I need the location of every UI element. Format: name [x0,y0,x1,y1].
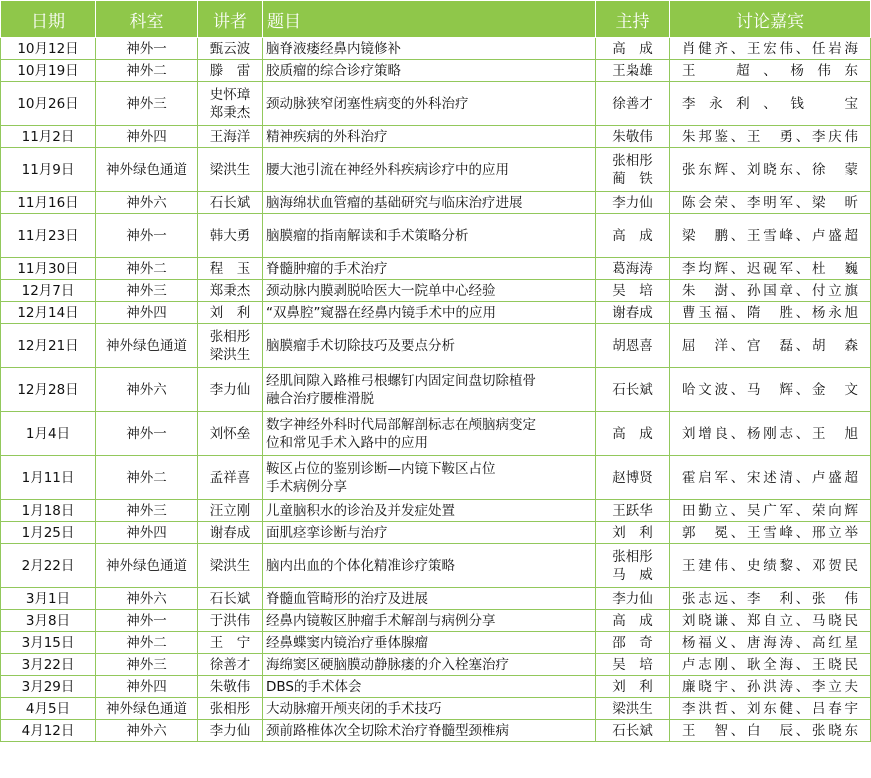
table-row [1,82,871,126]
cell-date: 4月5日 [1,698,96,720]
cell-topic [263,148,596,192]
cell-dept: 神外二 [96,632,198,654]
cell-speaker [198,82,263,126]
table-row [1,126,871,148]
cell-discussants: 梁 鹏、王雪峰、卢盛超 [670,214,871,258]
host-name: 刘 利 [612,678,653,695]
cell-discussants: 郭 冕、王雪峰、邢立举 [670,522,871,544]
speaker-name: 李力仙 [209,381,251,398]
cell-host [596,324,670,368]
cell-date: 12月28日 [1,368,96,412]
cell-discussants: 哈文波、马 辉、金 文 [670,368,871,412]
cell-host [596,610,670,632]
topic-line: 大动脉瘤开颅夹闭的手术技巧 [266,700,442,717]
table-row [1,720,871,742]
speaker-name: 石长斌 [209,590,251,607]
cell-dept: 神外三 [96,654,198,676]
cell-topic [263,632,596,654]
cell-date: 10月19日 [1,60,96,82]
table-row [1,38,871,60]
host-name: 吴 培 [612,282,653,299]
header-topic: 题目 [263,1,596,38]
cell-date: 3月29日 [1,676,96,698]
cell-topic [263,500,596,522]
table-row [1,60,871,82]
table-row [1,368,871,412]
cell-discussants: 杨福义、唐海涛、高红星 [670,632,871,654]
speaker-name: 王海洋 [209,128,251,145]
cell-speaker [198,324,263,368]
cell-dept: 神外三 [96,500,198,522]
cell-topic [263,214,596,258]
host-name: 马 威 [612,566,653,583]
host-name: 李力仙 [612,194,653,211]
topic-line: 数字神经外科时代局部解剖标志在颅脑病变定 [266,416,536,433]
topic-line: 脑海绵状血管瘤的基础研究与临床治疗进展 [266,194,523,211]
host-name: 石长斌 [612,722,653,739]
cell-date: 1月25日 [1,522,96,544]
speaker-name: 梁洪生 [209,161,251,178]
host-name: 王跃华 [612,502,653,519]
header-discussants: 讨论嘉宾 [670,1,871,38]
cell-topic [263,302,596,324]
topic-line: 儿童脑积水的诊治及并发症处置 [266,502,455,519]
cell-host [596,214,670,258]
cell-discussants: 王 智、白 辰、张晓东 [670,720,871,742]
cell-date: 11月9日 [1,148,96,192]
cell-speaker [198,654,263,676]
cell-topic [263,192,596,214]
cell-discussants: 王 超、杨伟东 [670,60,871,82]
topic-line: 腰大池引流在神经外科疾病诊疗中的应用 [266,161,509,178]
cell-topic [263,258,596,280]
cell-host [596,126,670,148]
table-row [1,544,871,588]
cell-dept: 神外绿色通道 [96,148,198,192]
cell-speaker [198,456,263,500]
cell-dept: 神外一 [96,38,198,60]
cell-host [596,302,670,324]
host-name: 赵博贤 [612,469,653,486]
host-name: 谢春成 [612,304,653,321]
host-name: 梁洪生 [612,700,653,717]
cell-host [596,280,670,302]
cell-date: 1月11日 [1,456,96,500]
cell-dept: 神外六 [96,368,198,412]
cell-topic [263,522,596,544]
speaker-name: 韩大勇 [209,227,251,244]
cell-discussants: 廉晓宇、孙洪涛、李立夫 [670,676,871,698]
table-row [1,148,871,192]
cell-host [596,544,670,588]
table-row [1,214,871,258]
cell-discussants: 李均辉、迟砚军、杜 巍 [670,258,871,280]
cell-dept: 神外二 [96,456,198,500]
topic-line: 融合治疗腰椎滑脱 [266,390,374,407]
table-row [1,654,871,676]
cell-dept: 神外绿色通道 [96,544,198,588]
table-row [1,456,871,500]
table-row [1,192,871,214]
topic-line: 颈动脉内膜剥脱哈医大一院单中心经验 [266,282,496,299]
topic-line: 脑脊液瘘经鼻内镜修补 [266,40,401,57]
cell-host [596,258,670,280]
header-date: 日期 [1,1,96,38]
host-name: 蔺 铁 [612,170,653,187]
speaker-name: 于洪伟 [209,612,251,629]
speaker-name: 李力仙 [209,722,251,739]
host-name: 徐善才 [612,95,653,112]
cell-dept: 神外二 [96,60,198,82]
cell-topic [263,82,596,126]
topic-line: 胶质瘤的综合诊疗策略 [266,62,401,79]
host-name: 邵 奇 [612,634,653,651]
speaker-name: 甄云波 [209,40,251,57]
cell-dept: 神外二 [96,258,198,280]
topic-line: 脑内出血的个体化精准诊疗策略 [266,557,455,574]
cell-discussants: 朱邦鉴、王 勇、李庆伟 [670,126,871,148]
host-name: 高 成 [612,227,653,244]
speaker-name: 王 宁 [209,634,251,651]
speaker-name: 刘 利 [209,304,251,321]
cell-discussants: 张志远、李 利、张 伟 [670,588,871,610]
cell-speaker [198,38,263,60]
cell-topic [263,456,596,500]
cell-discussants: 卢志刚、耿全海、王晓民 [670,654,871,676]
header-dept: 科室 [96,1,198,38]
cell-host [596,192,670,214]
topic-line: 颈前路椎体次全切除术治疗脊髓型颈椎病 [266,722,509,739]
cell-speaker [198,610,263,632]
host-name: 张相彤 [612,152,653,169]
topic-line: 脊髓血管畸形的治疗及进展 [266,590,428,607]
cell-date: 10月12日 [1,38,96,60]
cell-dept: 神外绿色通道 [96,698,198,720]
cell-host [596,456,670,500]
cell-speaker [198,214,263,258]
table-row [1,258,871,280]
cell-dept: 神外三 [96,82,198,126]
cell-speaker [198,588,263,610]
topic-line: 脑膜瘤手术切除技巧及要点分析 [266,337,455,354]
cell-discussants: 曹玉福、隋 胜、杨永旭 [670,302,871,324]
cell-host [596,698,670,720]
table-row [1,610,871,632]
cell-dept: 神外六 [96,588,198,610]
cell-speaker [198,280,263,302]
topic-line: 脊髓肿瘤的手术治疗 [266,260,388,277]
cell-host [596,82,670,126]
cell-discussants: 陈会荣、李明军、梁 昕 [670,192,871,214]
cell-date: 3月1日 [1,588,96,610]
cell-dept: 神外三 [96,280,198,302]
cell-topic [263,588,596,610]
cell-host [596,632,670,654]
topic-line: 经鼻内镜鞍区肿瘤手术解剖与病例分享 [266,612,496,629]
speaker-name: 郑秉杰 [209,104,251,121]
topic-line: 海绵窦区硬脑膜动静脉瘘的介入栓塞治疗 [266,656,509,673]
cell-host [596,500,670,522]
cell-speaker [198,676,263,698]
table-row [1,500,871,522]
cell-host [596,654,670,676]
cell-speaker [198,632,263,654]
cell-speaker [198,368,263,412]
table-row [1,632,871,654]
cell-date: 2月22日 [1,544,96,588]
speaker-name: 梁洪生 [209,557,251,574]
cell-host [596,588,670,610]
table-row [1,698,871,720]
speaker-name: 朱敬伟 [209,678,251,695]
cell-discussants: 朱 澍、孙国章、付立旗 [670,280,871,302]
cell-discussants: 屈 洋、宫 磊、胡 森 [670,324,871,368]
header-host: 主持 [596,1,670,38]
speaker-name: 滕 雷 [209,62,251,79]
table-row [1,324,871,368]
topic-line: 经肌间隙入路椎弓根螺钉内固定间盘切除植骨 [266,372,536,389]
speaker-name: 张相彤 [209,700,251,717]
cell-dept: 神外一 [96,214,198,258]
topic-line: 手术病例分享 [266,478,347,495]
cell-topic [263,610,596,632]
cell-host [596,148,670,192]
cell-topic [263,280,596,302]
cell-date: 12月21日 [1,324,96,368]
cell-dept: 神外一 [96,412,198,456]
cell-discussants: 李永利、钱 宝 [670,82,871,126]
cell-speaker [198,544,263,588]
cell-discussants: 李洪哲、刘东健、吕春宇 [670,698,871,720]
host-name: 高 成 [612,425,653,442]
cell-date: 1月18日 [1,500,96,522]
cell-dept: 神外四 [96,522,198,544]
cell-dept: 神外六 [96,192,198,214]
cell-topic [263,38,596,60]
topic-line: 精神疾病的外科治疗 [266,128,388,145]
cell-speaker [198,500,263,522]
host-name: 高 成 [612,612,653,629]
topic-line: “双鼻腔”窥器在经鼻内镜手术中的应用 [266,304,496,321]
speaker-name: 孟祥喜 [209,469,251,486]
host-name: 吴 培 [612,656,653,673]
speaker-name: 程 玉 [209,260,251,277]
cell-topic [263,654,596,676]
cell-date: 12月7日 [1,280,96,302]
cell-discussants: 霍启军、宋述清、卢盛超 [670,456,871,500]
cell-date: 4月12日 [1,720,96,742]
speaker-name: 史怀璋 [209,86,251,103]
table-row [1,588,871,610]
cell-discussants: 田勤立、吴广军、荣向辉 [670,500,871,522]
cell-topic [263,698,596,720]
cell-speaker [198,60,263,82]
cell-topic [263,126,596,148]
cell-host [596,522,670,544]
speaker-name: 张相彤 [209,328,251,345]
cell-host [596,720,670,742]
topic-line: 鞍区占位的鉴别诊断—内镜下鞍区占位 [266,460,496,477]
cell-date: 11月23日 [1,214,96,258]
cell-host [596,60,670,82]
cell-date: 11月2日 [1,126,96,148]
host-name: 石长斌 [612,381,653,398]
host-name: 李力仙 [612,590,653,607]
cell-date: 12月14日 [1,302,96,324]
topic-line: 经鼻蝶窦内镜治疗垂体腺瘤 [266,634,428,651]
host-name: 高 成 [612,40,653,57]
cell-speaker [198,258,263,280]
cell-topic [263,720,596,742]
cell-speaker [198,522,263,544]
cell-dept: 神外四 [96,126,198,148]
table-row [1,522,871,544]
cell-date: 11月16日 [1,192,96,214]
speaker-name: 谢春成 [209,524,251,541]
host-name: 王枭雄 [612,62,653,79]
cell-date: 3月22日 [1,654,96,676]
cell-discussants: 肖健齐、王宏伟、任岩海 [670,38,871,60]
cell-speaker [198,412,263,456]
speaker-name: 汪立刚 [209,502,251,519]
topic-line: 颈动脉狭窄闭塞性病变的外科治疗 [266,95,469,112]
cell-discussants: 王建伟、史绩黎、邓贺民 [670,544,871,588]
cell-speaker [198,148,263,192]
cell-topic [263,60,596,82]
cell-speaker [198,698,263,720]
table-row [1,280,871,302]
speaker-name: 刘怀垒 [209,425,251,442]
cell-host [596,368,670,412]
speaker-name: 郑秉杰 [209,282,251,299]
cell-dept: 神外一 [96,610,198,632]
cell-speaker [198,302,263,324]
host-name: 葛海涛 [612,260,653,277]
cell-discussants: 刘晓谦、郑自立、马晓民 [670,610,871,632]
topic-line: 脑膜瘤的指南解读和手术策略分析 [266,227,469,244]
table-row [1,412,871,456]
cell-topic [263,676,596,698]
cell-speaker [198,192,263,214]
header-row [1,1,871,38]
cell-host [596,676,670,698]
cell-topic [263,544,596,588]
topic-line: 位和常见手术入路中的应用 [266,434,428,451]
cell-discussants: 刘增良、杨刚志、王 旭 [670,412,871,456]
host-name: 刘 利 [612,524,653,541]
cell-date: 3月8日 [1,610,96,632]
cell-speaker [198,126,263,148]
speaker-name: 徐善才 [209,656,251,673]
host-name: 张相彤 [612,548,653,565]
cell-dept: 神外绿色通道 [96,324,198,368]
cell-topic [263,412,596,456]
cell-host [596,412,670,456]
cell-discussants: 张东辉、刘晓东、徐 蒙 [670,148,871,192]
topic-line: 面肌痉挛诊断与治疗 [266,524,388,541]
host-name: 朱敬伟 [612,128,653,145]
cell-date: 3月15日 [1,632,96,654]
cell-dept: 神外四 [96,302,198,324]
cell-host [596,38,670,60]
cell-date: 1月4日 [1,412,96,456]
table-row [1,676,871,698]
table-row [1,302,871,324]
speaker-name: 石长斌 [209,194,251,211]
cell-date: 11月30日 [1,258,96,280]
cell-dept: 神外六 [96,720,198,742]
cell-date: 10月26日 [1,82,96,126]
cell-speaker [198,720,263,742]
cell-dept: 神外四 [96,676,198,698]
topic-line: DBS的手术体会 [266,678,362,695]
cell-topic [263,324,596,368]
speaker-name: 梁洪生 [209,346,251,363]
host-name: 胡恩喜 [612,337,653,354]
cell-topic [263,368,596,412]
header-speaker: 讲者 [198,1,263,38]
